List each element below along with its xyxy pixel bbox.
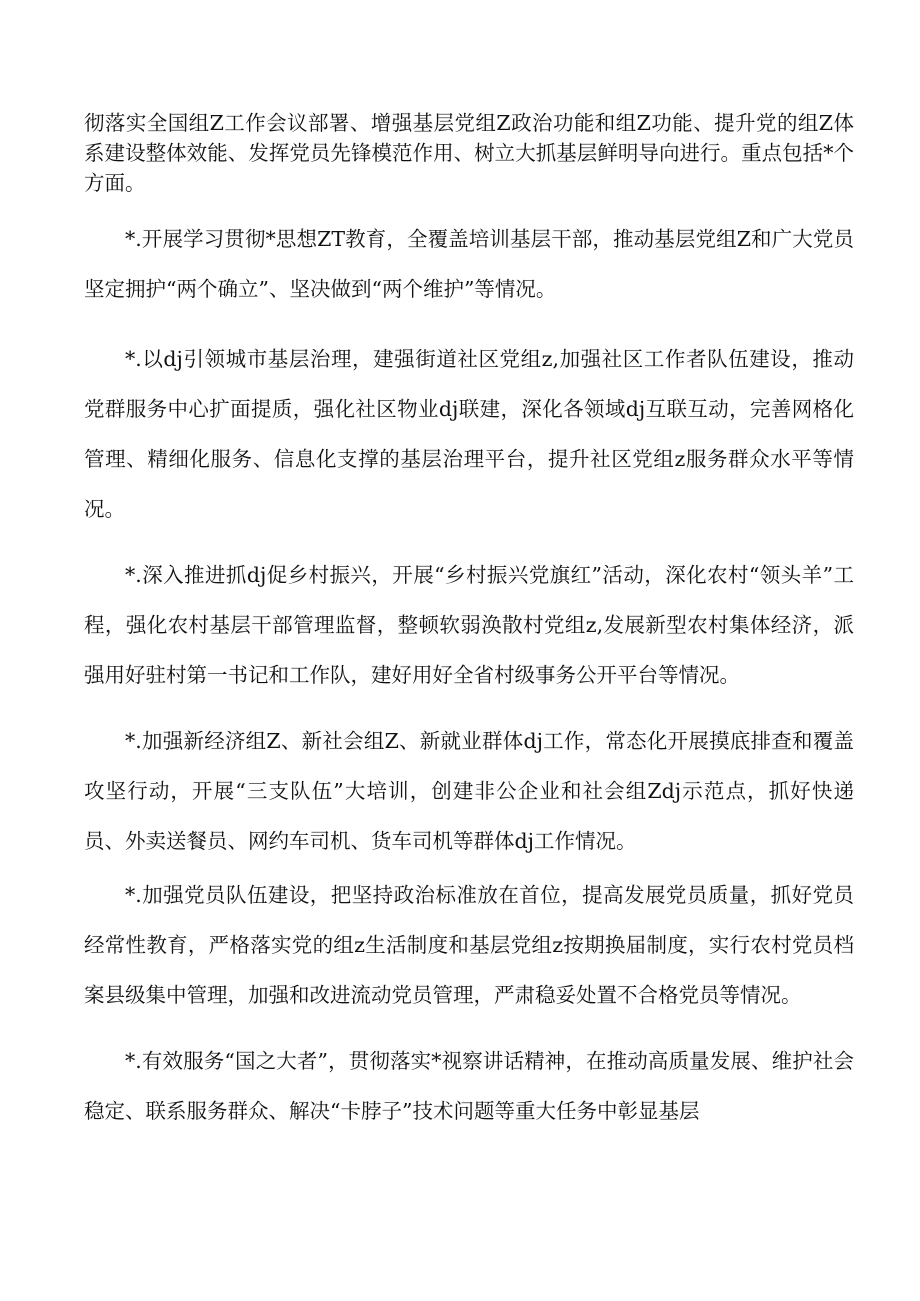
paragraph-intro-continuation: 彻落实全国组Z工作会议部署、增强基层党组Z政治功能和组Z功能、提升党的组Z体系建设整体效能、发挥党员先锋模范作用、树立大抓基层鲜明导向进行。重点包括*个方面。 — [84, 111, 854, 195]
paragraph-item-rural-revitalization: *.深入推进抓dj促乡村振兴，开展“乡村振兴党旗红”活动，深化农村“领头羊”工程，强化农村基层干部管理监督，整顿软弱涣散村党组z,发展新型农村集体经济，派强用好驻村第一书记和工作队，建好用好全省村级事务公开平台等情况。 — [84, 563, 854, 687]
document-body — [84, 108, 854, 1136]
paragraph-item-national-service: *.有效服务“国之大者”，贯彻落实*视察讲话精神，在推动高质量发展、维护社会稳定、联系服务群众、解决“卡脖子”技术问题等重大任务中彰显基层 — [84, 1049, 854, 1123]
paragraph-item-new-economy: *.加强新经济组Z、新社会组Z、新就业群体dj工作，常态化开展摸底排查和覆盖攻坚行动，开展“三支队伍”大培训，创建非公企业和社会组Zdj示范点，抓好快递员、外卖送餐员、网约车司机、货车司机等群体dj工作情况。 — [84, 729, 854, 853]
paragraph-item-study: *.开展学习贯彻*思想ZT教育，全覆盖培训基层干部，推动基层党组Z和广大党员坚定拥护“两个确立”、坚决做到“两个维护”等情况。 — [84, 227, 854, 301]
paragraph-item-member-team: *.加强党员队伍建设，把坚持政治标准放在首位，提高发展党员质量，抓好党员经常性教育，严格落实党的组z生活制度和基层党组z按期换届制度，实行农村党员档案县级集中管理，加强和改进流动党员管理，严肃稳妥处置不合格党员等情况。 — [84, 883, 854, 1007]
paragraph-item-urban-governance: *.以dj引领城市基层治理，建强街道社区党组z,加强社区工作者队伍建设，推动党群服务中心扩面提质，强化社区物业dj联建，深化各领域dj互联互动，完善网格化管理、精细化服务、信息化支撑的基层治理平台，提升社区党组z服务群众水平等情况。 — [84, 347, 854, 521]
